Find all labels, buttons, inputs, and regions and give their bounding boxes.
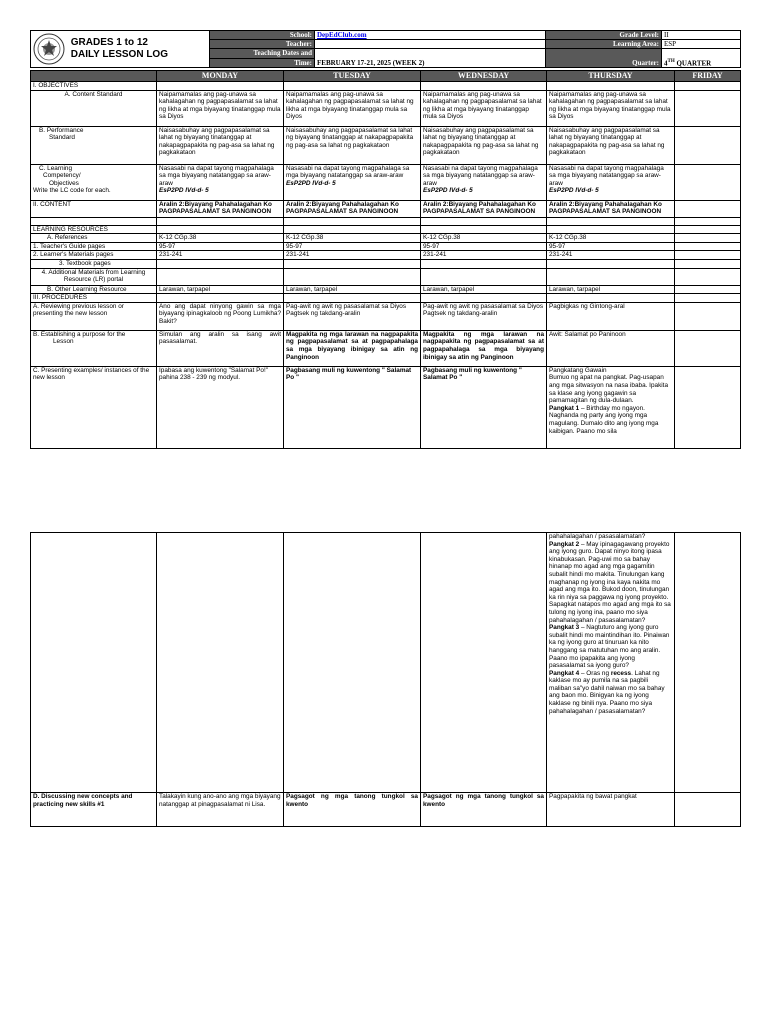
- presenting-thu-cont: [547, 533, 675, 793]
- lesson-log-table-continued: [30, 532, 741, 827]
- lm-mon: 231-241: [157, 251, 284, 260]
- title-line-1: GRADES 1 to 12: [70, 37, 148, 48]
- group-2-body: – May ipinagagawang proyekto ang iyong guro. Dapat ninyo itong ipasa kinabukasan. Pag-uwi mo sa bahay hinanap mo agad ang mga gagamitin subalit hindi mo makita. Tinulungan kang maghanap ng iyong ina kaya nakita mo agad ang mga ito. Bukod doon, tinulungan ka rin niya sa paggawa ng iyong proyekto. Sapagkat natapos mo agad ang mga ito sa tulong ng iyong ina, paano mo siya pahahalagahan / pasasalamatan?: [549, 540, 671, 624]
- day-monday: MONDAY: [157, 71, 284, 82]
- presenting-tue: Pagbasang muli ng kuwentong " Salamat Po ": [284, 366, 421, 448]
- comp-thu-code: EsP2PD IVd-d- 5: [549, 187, 599, 195]
- discussing-thu: Pagpapakita ng bawat pangkat: [547, 793, 675, 827]
- reviewing-wed: Pag-awit ng awit ng pasasalamat sa Diyos Pagtsek ng takdang-aralin: [421, 302, 547, 330]
- reviewing-row: [31, 302, 741, 330]
- presenting-row: [31, 366, 741, 448]
- performance-standard-tue: Naisasabuhay ang pagpapasalamat sa lahat ng biyayang tinatanggap at nakapagpapakita ng pag-asa sa lahat ng pagkakataon: [284, 126, 421, 164]
- school-value: [315, 31, 546, 40]
- competency-mon: [157, 164, 284, 200]
- performance-standard-mon: Naisasabuhay ang pagpapasalamat sa lahat ng biyayang tinatanggap at nakapagpapakita ng pag-asa sa lahat ng pagkakataon: [157, 126, 284, 164]
- teacher-value: [315, 40, 546, 49]
- lm-wed: 231-241: [421, 251, 547, 260]
- area-label: Learning Area:: [546, 40, 662, 49]
- comp-mon-text: Nasasabi na dapat tayong magpahalaga sa mga biyayang natatanggap sa araw-araw: [159, 164, 274, 187]
- content-standard-thu: Naipamamalas ang pag-unawa sa kahalagahan ng pagpapasalamat sa lahat ng likha at mga biyayang tinatanggap mula sa Diyos: [547, 90, 675, 126]
- discussing-row: [31, 793, 741, 827]
- content-tue: Aralin 2:Biyayang Pahahalagahan Ko PAGPAPASALAMAT SA PANGINOON: [284, 200, 421, 217]
- quarter-label: Quarter:: [546, 49, 662, 68]
- header-table: [30, 30, 741, 68]
- lm-thu: 231-241: [547, 251, 675, 260]
- quarter-value: [662, 49, 741, 68]
- grade-value: II: [662, 31, 741, 40]
- quarter-num: 4: [664, 59, 668, 67]
- perf-label-2: Standard: [49, 134, 75, 142]
- other-resource-tue: Larawan, tarpapel: [284, 285, 421, 294]
- title-line-2: DAILY LESSON LOG: [70, 49, 168, 60]
- reviewing-thu: Pagbigkas ng Gintong-aral: [547, 302, 675, 330]
- purpose-label-2: Lesson: [53, 338, 74, 346]
- presenting-wed: Pagbasang muli ng kuwentong " Salamat Po ": [421, 366, 547, 448]
- references-row: [31, 234, 741, 243]
- grade-label: Grade Level:: [546, 31, 662, 40]
- group-1-question: pahahalagahan / pasasalamatan?: [549, 533, 646, 540]
- content-wed: Aralin 2:Biyayang Pahahalagahan Ko PAGPAPASALAMAT SA PANGINOON: [421, 200, 547, 217]
- performance-standard-wed: Naisasabuhay ang pagpapasalamat sa lahat ng biyayang tinatanggap at nakapagpapakita ng pag-asa sa lahat ng pagkakataon: [421, 126, 547, 164]
- tg-label: 1. Teacher's Guide pages: [31, 242, 157, 251]
- references-wed: K-12 CGp.38: [421, 234, 547, 243]
- reviewing-mon: Ano ang dapat ninyong gawin sa mga biyayang ipinagkaloob ng Poong Lumikha? Bakit?: [157, 302, 284, 330]
- lm-label: 2. Learner's Materials pages: [31, 251, 157, 260]
- log-title: [71, 37, 168, 61]
- group-4-mid: – Oras ng: [579, 669, 611, 677]
- references-label: A. References: [31, 234, 157, 243]
- day-header-blank: [31, 71, 157, 82]
- tg-mon: 95-97: [157, 242, 284, 251]
- reviewing-tue: Pag-awit ng awit ng pasasalamat sa Diyos Pagtsek ng takdang-aralin: [284, 302, 421, 330]
- presenting-mon: Ipabasa ang kuwentong "Salamat Po!" pahina 238 - 239 ng modyul.: [157, 366, 284, 448]
- purpose-tue: Magpakita ng mga larawan na nagpapakita ng pagpapasalamat sa at pagpapahalaga sa mga biyayang ibinigay sa atin ng Panginoon: [284, 330, 421, 366]
- group-2-label: Pangkat 2: [549, 540, 580, 548]
- day-friday: FRIDAY: [675, 71, 741, 82]
- performance-standard-label: [31, 126, 157, 164]
- other-resource-label: B. Other Learning Resource: [31, 285, 157, 294]
- day-tuesday: TUESDAY: [284, 71, 421, 82]
- competency-row: [31, 164, 741, 200]
- purpose-row: [31, 330, 741, 366]
- discussing-mon: Talakayin kung ano-ano ang mga biyayang natanggap at pinagpasalamat ni Lisa.: [157, 793, 284, 827]
- teacher-label: Teacher:: [210, 40, 315, 49]
- performance-standard-row: [31, 126, 741, 164]
- content-standard-mon: Naipamamalas ang pag-unawa sa kahalagahan ng pagpapasalamat sa lahat ng likha at mga biyayang tinatanggap mula sa Diyos: [157, 90, 284, 126]
- content-thu: Aralin 2:Biyayang Pahahalagahan Ko PAGPAPASALAMAT SA PANGINOON: [547, 200, 675, 217]
- group-1-body: – Birthday mo ngayon. Naghanda ng party ang iyong mga magulang. Dumalo dito ang iyong mga kaibigan. Paano mo sila: [549, 404, 659, 435]
- group-activity-instructions: Bumuo ng apat na pangkat. Pag-usapan ang mga sitwasyon na nasa ibaba. Ipakita sa klase ang iyong gagawin sa pamamagitan ng dula-dulaan.: [549, 374, 669, 405]
- comp-label-4: Write the LC code for each.: [33, 187, 111, 195]
- group-4-body: . Lahat ng kaklase mo ay pumila na sa pagbili maliban sa"yo dahil naiwan mo sa bahay ang baon mo. Binigyan ka ng iyong kaklase ng binili nya. Paano mo siya pahahalagahan / pasasalamatan?: [549, 669, 665, 715]
- purpose-label: [31, 330, 157, 366]
- group-2-text: [549, 541, 672, 625]
- additional-row: [31, 268, 741, 285]
- group-4-recess: recess: [610, 669, 632, 677]
- school-label: School:: [210, 31, 315, 40]
- time-label: Time:: [210, 59, 315, 68]
- school-link[interactable]: DepEdClub.com: [317, 31, 367, 39]
- competency-wed: [421, 164, 547, 200]
- references-mon: K-12 CGp.38: [157, 234, 284, 243]
- comp-label-2: Competency/: [43, 172, 81, 180]
- competency-thu: [547, 164, 675, 200]
- comp-wed-code: EsP2PD IVd-d- 5: [423, 187, 473, 195]
- purpose-label-1: B. Establishing a purpose for the: [33, 330, 126, 338]
- comp-mon-code: EsP2PD IVd-d- 5: [159, 187, 209, 195]
- purpose-thu: Awit: Salamat po Paninoon: [547, 330, 675, 366]
- content-standard-tue: Naipamamalas ang pag-unawa sa kahalagahan ng pagpapasalamat sa lahat ng likha at mga biyayang tinatanggap mula sa Diyos: [284, 90, 421, 126]
- procedures-label: III. PROCEDURES: [31, 294, 157, 303]
- content-standard-wed: Naipamamalas ang pag-unawa sa kahalagahan ng pagpapasalamat sa lahat ng likha at mga biyayang tinatanggap mula sa Diyos: [421, 90, 547, 126]
- other-resource-wed: Larawan, tarpapel: [421, 285, 547, 294]
- presenting-label: C. Presenting examples/ instances of the new lesson: [31, 366, 157, 448]
- lesson-log-table: [30, 70, 741, 449]
- tg-wed: 95-97: [421, 242, 547, 251]
- comp-label-3: Objectives: [49, 179, 79, 187]
- presenting-thu: [547, 366, 675, 448]
- textbook-row: [31, 259, 741, 268]
- content-mon: Aralin 2:Biyayang Pahahalagahan Ko PAGPAPASALAMAT SA PANGINOON: [157, 200, 284, 217]
- other-resource-thu: Larawan, tarpapel: [547, 285, 675, 294]
- group-4-text: [549, 670, 672, 716]
- group-1-label: Pangkat 1: [549, 404, 580, 412]
- content-standard-row: [31, 90, 741, 126]
- competency-label: [31, 164, 157, 200]
- objectives-label: I. OBJECTIVES: [31, 82, 157, 91]
- dates-label: [210, 49, 315, 59]
- references-thu: K-12 CGp.38: [547, 234, 675, 243]
- group-1-text: [549, 405, 672, 435]
- group-3-label: Pangkat 3: [549, 624, 580, 632]
- procedures-row: [31, 294, 741, 303]
- lm-tue: 231-241: [284, 251, 421, 260]
- dates-text: FEBRUARY 17-21, 2025 (WEEK 2): [317, 59, 425, 67]
- dates-value: [315, 49, 546, 68]
- reviewing-label: A. Reviewing previous lesson or presenting the new lesson: [31, 302, 157, 330]
- resources-row: [31, 225, 741, 234]
- group-3-body: – Nagtuturo ang iyong guro subalit hindi mo maintindihan ito. Pinaiwan ka ng iyong guro at tinuruan ka nito hanggang sa matutuhan mo ang aralin. Paano mo ipapakita ang iyong pasasalamat sa iyong guro?: [549, 624, 670, 670]
- content-label: II. CONTENT: [31, 200, 157, 217]
- other-resource-row: [31, 285, 741, 294]
- area-value: ESP: [662, 40, 741, 49]
- lm-row: [31, 251, 741, 260]
- day-header-row: [31, 71, 741, 82]
- tg-row: [31, 242, 741, 251]
- group-activity-heading: Pangkatang Gawain: [549, 366, 607, 374]
- deped-seal-icon: [33, 33, 65, 65]
- comp-wed-text: Nasasabi na dapat tayong magpahalaga sa mga biyayang natatanggap sa araw-araw: [423, 164, 538, 187]
- perf-label-1: B. Performance: [39, 126, 84, 134]
- header-title-cell: [31, 31, 210, 68]
- discussing-wed: Pagsagot ng mga tanong tungkol sa kwento: [421, 793, 547, 827]
- tg-tue: 95-97: [284, 242, 421, 251]
- competency-tue: [284, 164, 421, 200]
- quarter-sup: TH: [667, 58, 675, 64]
- day-wednesday: WEDNESDAY: [421, 71, 547, 82]
- group-4-label: Pangkat 4: [549, 669, 580, 677]
- performance-standard-thu: Naisasabuhay ang pagpapasalamat sa lahat ng biyayang tinatanggap at nakapagpapakita ng pag-asa sa lahat ng pagkakataon: [547, 126, 675, 164]
- comp-tue-text: Nasasabi na dapat tayong magpahalaga sa mga biyayang natatanggap sa araw-araw: [286, 164, 410, 180]
- purpose-wed: Magpakita ng mga larawan na nagpapakita ng pagpapasalamat sa at pagpapahalaga sa mga biyayang ibinigay sa atin ng Panginoon: [421, 330, 547, 366]
- purpose-mon: Simulan ang aralin sa isang awit pasasalamat.: [157, 330, 284, 366]
- comp-thu-text: Nasasabi na dapat tayong magpahalaga sa mga biyayang natatanggap sa araw-araw: [549, 164, 664, 187]
- textbook-label: 3. Textbook pages: [31, 259, 157, 268]
- references-tue: K-12 CGp.38: [284, 234, 421, 243]
- content-standard-label: A. Content Standard: [31, 90, 157, 126]
- presenting-cont-row: [31, 533, 741, 793]
- comp-label-1: C. Learning: [39, 164, 73, 172]
- discussing-tue: Pagsagot ng mga tanong tungkol sa kwento: [284, 793, 421, 827]
- comp-tue-code: EsP2PD IVd-d- 5: [286, 179, 336, 187]
- additional-label: 4. Additional Materials from Learning Resource (LR) portal: [31, 268, 157, 285]
- tg-thu: 95-97: [547, 242, 675, 251]
- group-3-text: [549, 624, 672, 670]
- dates-label-1: Teaching Dates and: [253, 49, 312, 57]
- day-thursday: THURSDAY: [547, 71, 675, 82]
- resources-label: LEARNING RESOURCES: [31, 225, 157, 234]
- other-resource-mon: Larawan, tarpapel: [157, 285, 284, 294]
- quarter-word: QUARTER: [676, 59, 712, 67]
- discussing-label: D. Discussing new concepts and practicing new skills #1: [31, 793, 157, 827]
- objectives-row: [31, 82, 741, 91]
- content-row: [31, 200, 741, 217]
